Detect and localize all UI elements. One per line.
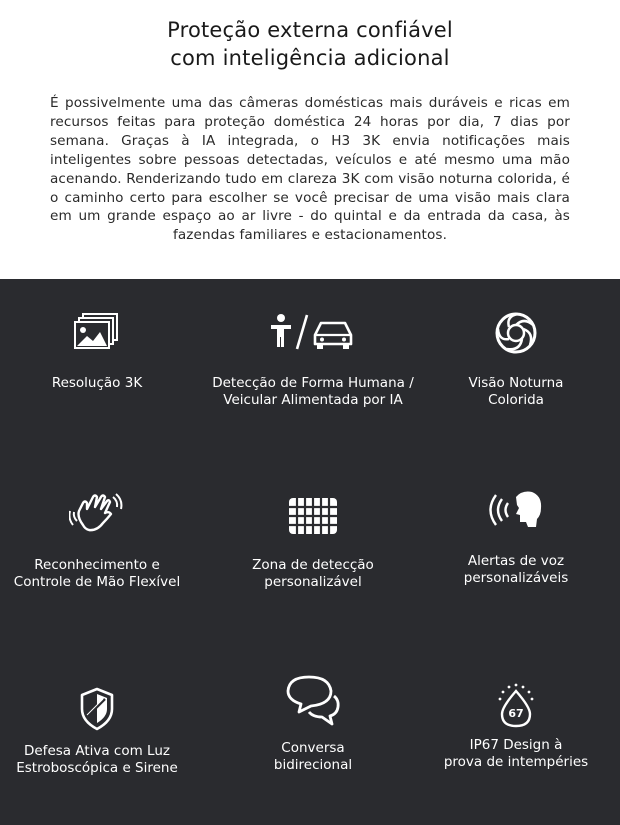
feature-label-line2: Colorida [488,392,544,408]
chat-bubbles-icon [285,674,341,730]
feature-label-line1: Defesa Ativa com Luz [23,743,170,759]
feature-label-line2: Estroboscópica e Sirene [16,760,178,776]
feature-label-line2: Veicular Alimentada por IA [223,392,403,408]
features-section [0,279,620,825]
feature-resolution [0,311,200,392]
feature-two-way-talk [210,674,416,774]
ip67-badge: 67 [508,707,524,720]
feature-label-line1: Alertas de voz [467,553,565,569]
feature-label-line1: IP67 Design à [469,737,563,753]
feature-label-line1: Zona de detecção [252,557,374,573]
feature-ai-detection [210,311,416,409]
title-line-2: com inteligência adicional [170,46,450,70]
feature-label-line2: bidirecional [273,757,353,773]
page-title [0,16,620,72]
feature-label-line2: personalizáveis [463,570,569,586]
water-drop-icon [496,683,536,729]
ip67-icon-wrapper [496,683,536,729]
feature-label-line1: Reconhecimento e [34,557,160,573]
feature-hand-recognition [0,491,200,591]
feature-label-line1: Conversa [281,740,345,756]
human-vehicle-icon [267,311,359,351]
shield-icon [79,687,115,731]
aperture-icon [494,311,538,355]
feature-label-line1: Detecção de Forma Humana / [212,375,414,391]
feature-label-line1: Visão Noturna [468,375,564,391]
feature-color-night-vision [413,311,619,409]
feature-active-defense [0,687,200,777]
grid-zone-icon [288,497,338,535]
feature-label-line2: personalizável [264,574,362,590]
feature-label-line2: Controle de Mão Flexível [13,574,181,590]
description-paragraph: É possivelmente uma das câmeras domésticas mais duráveis e ricas em recursos feitas para proteção doméstica 24 horas por dia, 7 dias por semana. Graças à IA integrada, o H3 3K envia notificações mais inteligentes sobre pessoas detectadas, veículos e até mesmo uma mão acenando. Renderizando tudo em clareza 3K com visão noturna colorida, é o caminho certo para escolher se você precisar de uma visão mais clara em um grande espaço ao ar livre - do quintal e da entrada da casa, às fazendas familiares e estacionamentos. [50,95,570,244]
images-icon [71,311,123,351]
feature-voice-alerts [413,489,619,587]
voice-alert-icon [488,489,544,531]
waving-hand-icon [69,491,125,535]
feature-label-line1: Resolução 3K [51,375,143,391]
title-line-1: Proteção externa confiável [167,18,453,42]
feature-ip67 [413,683,619,771]
intro-section [0,0,620,279]
feature-detection-zone [210,497,416,591]
feature-label-line2: prova de intempéries [443,754,589,770]
